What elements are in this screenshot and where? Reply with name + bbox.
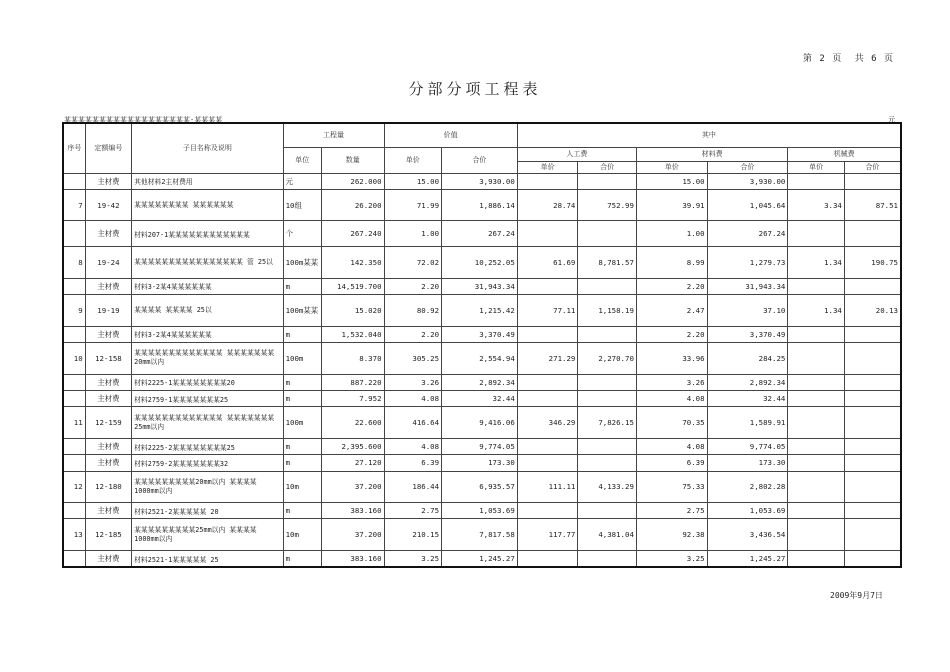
row-labor-total: 1,158.19	[578, 295, 637, 327]
row-code: 主材费	[85, 221, 131, 247]
row-unit: 100m	[283, 407, 321, 439]
row-material-unit: 3.26	[636, 374, 707, 390]
row-material-total: 267.24	[707, 221, 788, 247]
row-material-unit: 75.33	[636, 471, 707, 503]
row-material-unit: 4.08	[636, 390, 707, 406]
row-machine-total	[844, 438, 901, 454]
row-labor-total	[578, 221, 637, 247]
col-machine-header: 机械费	[788, 147, 901, 161]
col-code-header: 定额编号	[85, 123, 131, 173]
col-name-header: 子目名称及说明	[132, 123, 283, 173]
col-total-header: 合价	[442, 147, 518, 173]
row-total: 2,554.94	[442, 342, 518, 374]
row-unit-price: 6.39	[384, 455, 442, 471]
row-unit: m	[283, 438, 321, 454]
row-total: 31,943.34	[442, 278, 518, 294]
row-material-total: 31,943.34	[707, 278, 788, 294]
row-machine-unit	[788, 326, 845, 342]
row-qty: 27.120	[321, 455, 384, 471]
row-labor-total	[578, 551, 637, 567]
table-row	[63, 455, 901, 471]
row-code: 主材费	[85, 438, 131, 454]
col-labor-total: 合价	[578, 161, 637, 173]
row-material-total: 3,436.54	[707, 519, 788, 551]
row-material-unit: 1.00	[636, 221, 707, 247]
row-unit: m	[283, 390, 321, 406]
table-row	[63, 173, 901, 189]
row-qty: 142.350	[321, 247, 384, 279]
row-material-unit: 15.00	[636, 173, 707, 189]
row-seq: 8	[63, 247, 85, 279]
page-current: 第 2 页	[803, 54, 843, 64]
row-labor-unit: 28.74	[517, 189, 578, 221]
row-qty: 26.200	[321, 189, 384, 221]
row-code: 19-19	[85, 295, 131, 327]
col-material-header: 材料费	[636, 147, 787, 161]
row-machine-total	[844, 455, 901, 471]
row-labor-unit: 346.29	[517, 407, 578, 439]
row-material-total: 2,892.34	[707, 374, 788, 390]
row-total: 6,935.57	[442, 471, 518, 503]
budget-table	[62, 122, 902, 568]
row-unit: 100m某某	[283, 247, 321, 279]
table-row	[63, 390, 901, 406]
col-material-total: 合价	[707, 161, 788, 173]
table-row	[63, 326, 901, 342]
row-labor-unit: 271.29	[517, 342, 578, 374]
row-qty: 262.000	[321, 173, 384, 189]
row-code: 12-159	[85, 407, 131, 439]
table-row	[63, 295, 901, 327]
row-machine-unit	[788, 471, 845, 503]
row-machine-unit	[788, 173, 845, 189]
row-total: 3,370.49	[442, 326, 518, 342]
row-material-total: 1,589.91	[707, 407, 788, 439]
row-unit: 10m	[283, 471, 321, 503]
row-labor-total	[578, 173, 637, 189]
row-labor-total	[578, 438, 637, 454]
row-name: 某某某某某某某某某某某某某某某某 管 25以	[132, 247, 283, 279]
row-labor-unit	[517, 551, 578, 567]
row-unit-price: 3.25	[384, 551, 442, 567]
row-qty: 1,532.040	[321, 326, 384, 342]
row-qty: 2,395.600	[321, 438, 384, 454]
row-labor-unit: 111.11	[517, 471, 578, 503]
row-labor-total	[578, 374, 637, 390]
row-seq	[63, 503, 85, 519]
row-material-total: 3,370.49	[707, 326, 788, 342]
page-number	[803, 51, 900, 64]
col-engineering-qty-header: 工程量	[283, 123, 384, 147]
row-qty: 383.160	[321, 503, 384, 519]
row-code: 19-24	[85, 247, 131, 279]
row-seq: 9	[63, 295, 85, 327]
row-material-unit: 2.20	[636, 326, 707, 342]
row-labor-total	[578, 390, 637, 406]
row-qty: 7.952	[321, 390, 384, 406]
row-labor-total	[578, 455, 637, 471]
row-unit: m	[283, 551, 321, 567]
row-name: 材料2521-2某某某某某 20	[132, 503, 283, 519]
col-labor-header: 人工费	[517, 147, 636, 161]
row-machine-unit: 1.34	[788, 295, 845, 327]
row-machine-unit	[788, 503, 845, 519]
row-labor-unit: 117.77	[517, 519, 578, 551]
row-material-total: 2,802.28	[707, 471, 788, 503]
row-seq: 11	[63, 407, 85, 439]
row-labor-unit	[517, 438, 578, 454]
row-material-total: 173.30	[707, 455, 788, 471]
row-qty: 14,519.700	[321, 278, 384, 294]
row-machine-total	[844, 221, 901, 247]
row-material-unit: 3.25	[636, 551, 707, 567]
row-seq	[63, 173, 85, 189]
row-name: 材料3-2某4某某某某某某	[132, 326, 283, 342]
row-seq	[63, 374, 85, 390]
row-machine-unit	[788, 407, 845, 439]
row-total: 7,817.58	[442, 519, 518, 551]
row-labor-unit	[517, 278, 578, 294]
row-machine-unit	[788, 374, 845, 390]
row-labor-unit	[517, 374, 578, 390]
row-labor-total	[578, 278, 637, 294]
row-total: 9,416.06	[442, 407, 518, 439]
row-labor-total: 752.99	[578, 189, 637, 221]
row-machine-unit	[788, 455, 845, 471]
table-row	[63, 374, 901, 390]
row-seq	[63, 278, 85, 294]
row-total: 2,892.34	[442, 374, 518, 390]
table-row	[63, 407, 901, 439]
row-unit-price: 72.02	[384, 247, 442, 279]
row-machine-total	[844, 390, 901, 406]
row-labor-unit	[517, 326, 578, 342]
row-name: 材料2759-1某某某某某某某25	[132, 390, 283, 406]
row-seq: 10	[63, 342, 85, 374]
row-material-unit: 33.96	[636, 342, 707, 374]
row-name: 材料2759-2某某某某某某某32	[132, 455, 283, 471]
row-qty: 15.020	[321, 295, 384, 327]
row-material-unit: 4.08	[636, 438, 707, 454]
row-name: 某某某某某某某某某某某某某 某某某某某某某25mm以内	[132, 407, 283, 439]
row-unit-price: 210.15	[384, 519, 442, 551]
table-row	[63, 189, 901, 221]
row-material-unit: 2.20	[636, 278, 707, 294]
row-material-total: 32.44	[707, 390, 788, 406]
row-machine-total: 190.75	[844, 247, 901, 279]
table-row	[63, 221, 901, 247]
table-row	[63, 471, 901, 503]
document-title: 分部分项工程表	[408, 80, 542, 98]
row-material-unit: 6.39	[636, 455, 707, 471]
row-total: 1,886.14	[442, 189, 518, 221]
row-unit-price: 2.20	[384, 326, 442, 342]
row-machine-unit: 3.34	[788, 189, 845, 221]
col-machine-total: 合价	[844, 161, 901, 173]
table-row	[63, 438, 901, 454]
row-labor-unit	[517, 503, 578, 519]
row-machine-unit	[788, 342, 845, 374]
row-labor-total: 8,781.57	[578, 247, 637, 279]
currency-unit: 元	[888, 116, 895, 124]
row-machine-total	[844, 374, 901, 390]
row-total: 32.44	[442, 390, 518, 406]
row-machine-total: 20.13	[844, 295, 901, 327]
col-material-unit: 单价	[636, 161, 707, 173]
row-total: 1,053.69	[442, 503, 518, 519]
row-code: 主材费	[85, 374, 131, 390]
row-machine-total	[844, 278, 901, 294]
row-material-unit: 8.99	[636, 247, 707, 279]
row-code: 12-180	[85, 471, 131, 503]
row-unit-price: 3.26	[384, 374, 442, 390]
row-unit-price: 4.08	[384, 438, 442, 454]
row-labor-total: 2,270.70	[578, 342, 637, 374]
row-unit: 10m	[283, 519, 321, 551]
row-unit-price: 2.20	[384, 278, 442, 294]
row-qty: 267.240	[321, 221, 384, 247]
row-unit: 100m某某	[283, 295, 321, 327]
row-machine-unit	[788, 438, 845, 454]
row-labor-total	[578, 503, 637, 519]
row-unit: 100m	[283, 342, 321, 374]
col-unit-header: 单位	[283, 147, 321, 173]
col-labor-unit: 单价	[517, 161, 578, 173]
row-unit-price: 416.64	[384, 407, 442, 439]
row-unit-price: 15.00	[384, 173, 442, 189]
row-qty: 887.220	[321, 374, 384, 390]
row-total: 3,930.00	[442, 173, 518, 189]
row-material-total: 284.25	[707, 342, 788, 374]
row-seq: 7	[63, 189, 85, 221]
row-machine-total	[844, 342, 901, 374]
row-labor-unit	[517, 455, 578, 471]
row-labor-unit: 77.11	[517, 295, 578, 327]
row-machine-total	[844, 407, 901, 439]
row-labor-unit	[517, 390, 578, 406]
row-unit-price: 71.99	[384, 189, 442, 221]
col-qty-header: 数量	[321, 147, 384, 173]
row-unit-price: 2.75	[384, 503, 442, 519]
row-total: 9,774.05	[442, 438, 518, 454]
row-name: 某某某某某某某某某某某某某 某某某某某某某20mm以内	[132, 342, 283, 374]
col-unit-price-header: 单价	[384, 147, 442, 173]
row-material-total: 37.10	[707, 295, 788, 327]
row-code: 主材费	[85, 551, 131, 567]
row-unit: 元	[283, 173, 321, 189]
row-machine-total	[844, 326, 901, 342]
row-name: 材料2225-2某某某某某某某某25	[132, 438, 283, 454]
row-machine-total: 87.51	[844, 189, 901, 221]
table-row	[63, 342, 901, 374]
row-seq	[63, 551, 85, 567]
row-material-unit: 2.75	[636, 503, 707, 519]
project-name: 某某某某某某某某某某某某某某某某某某-某某某某	[64, 116, 223, 124]
row-qty: 8.370	[321, 342, 384, 374]
row-name: 某某某某某某某某某20mm以内 某某某某1000mm以内	[132, 471, 283, 503]
col-breakdown-header: 其中	[517, 123, 901, 147]
row-unit: m	[283, 455, 321, 471]
row-machine-total	[844, 551, 901, 567]
row-seq: 13	[63, 519, 85, 551]
row-unit-price: 186.44	[384, 471, 442, 503]
row-qty: 383.160	[321, 551, 384, 567]
row-seq	[63, 390, 85, 406]
row-material-unit: 92.38	[636, 519, 707, 551]
row-machine-unit	[788, 551, 845, 567]
row-name: 材料2521-1某某某某某 25	[132, 551, 283, 567]
row-unit: 10组	[283, 189, 321, 221]
row-machine-total	[844, 519, 901, 551]
row-unit: m	[283, 326, 321, 342]
row-material-unit: 2.47	[636, 295, 707, 327]
row-labor-unit	[517, 221, 578, 247]
row-qty: 37.200	[321, 519, 384, 551]
row-name: 某某某某 某某某某 25以	[132, 295, 283, 327]
table-row	[63, 551, 901, 567]
table-row	[63, 278, 901, 294]
row-machine-unit: 1.34	[788, 247, 845, 279]
row-name: 某某某某某某某某 某某某某某某	[132, 189, 283, 221]
row-material-total: 3,930.00	[707, 173, 788, 189]
row-unit: 个	[283, 221, 321, 247]
row-seq	[63, 438, 85, 454]
page-total: 共 6 页	[854, 54, 894, 64]
row-code: 主材费	[85, 503, 131, 519]
row-code: 12-158	[85, 342, 131, 374]
row-name: 材料3-2某4某某某某某某	[132, 278, 283, 294]
row-material-total: 1,045.64	[707, 189, 788, 221]
row-seq: 12	[63, 471, 85, 503]
row-code: 主材费	[85, 173, 131, 189]
col-value-header: 价值	[384, 123, 517, 147]
row-material-total: 1,053.69	[707, 503, 788, 519]
row-code: 19-42	[85, 189, 131, 221]
row-total: 1,215.42	[442, 295, 518, 327]
row-code: 主材费	[85, 278, 131, 294]
row-total: 173.30	[442, 455, 518, 471]
row-machine-unit	[788, 221, 845, 247]
row-material-total: 9,774.05	[707, 438, 788, 454]
row-unit-price: 305.25	[384, 342, 442, 374]
row-unit-price: 80.92	[384, 295, 442, 327]
row-total: 1,245.27	[442, 551, 518, 567]
table-row	[63, 503, 901, 519]
row-labor-total: 4,381.04	[578, 519, 637, 551]
row-qty: 37.200	[321, 471, 384, 503]
row-name: 其他材料2主材费用	[132, 173, 283, 189]
col-machine-unit: 单价	[788, 161, 845, 173]
row-material-total: 1,245.27	[707, 551, 788, 567]
row-machine-total	[844, 173, 901, 189]
row-labor-total: 7,826.15	[578, 407, 637, 439]
row-labor-unit: 61.69	[517, 247, 578, 279]
row-name: 材料207-1某某某某某某某某某某某某	[132, 221, 283, 247]
row-material-unit: 70.35	[636, 407, 707, 439]
col-seq-header: 序号	[63, 123, 85, 173]
row-material-unit: 39.91	[636, 189, 707, 221]
row-labor-total	[578, 326, 637, 342]
row-seq	[63, 326, 85, 342]
row-machine-unit	[788, 278, 845, 294]
row-machine-unit	[788, 519, 845, 551]
row-qty: 22.600	[321, 407, 384, 439]
table-row	[63, 519, 901, 551]
row-machine-unit	[788, 390, 845, 406]
footer-date: 2009年9月7日	[830, 591, 883, 600]
row-unit: m	[283, 278, 321, 294]
row-unit: m	[283, 374, 321, 390]
row-code: 主材费	[85, 455, 131, 471]
row-total: 267.24	[442, 221, 518, 247]
row-name: 某某某某某某某某某25mm以内 某某某某1000mm以内	[132, 519, 283, 551]
row-name: 材料2225-1某某某某某某某某20	[132, 374, 283, 390]
row-code: 主材费	[85, 326, 131, 342]
row-unit: m	[283, 503, 321, 519]
row-unit-price: 4.08	[384, 390, 442, 406]
row-labor-unit	[517, 173, 578, 189]
row-machine-total	[844, 503, 901, 519]
row-code: 主材费	[85, 390, 131, 406]
row-seq	[63, 455, 85, 471]
row-material-total: 1,279.73	[707, 247, 788, 279]
table-row	[63, 247, 901, 279]
row-seq	[63, 221, 85, 247]
row-unit-price: 1.00	[384, 221, 442, 247]
row-total: 10,252.05	[442, 247, 518, 279]
row-machine-total	[844, 471, 901, 503]
row-code: 12-185	[85, 519, 131, 551]
row-labor-total: 4,133.29	[578, 471, 637, 503]
